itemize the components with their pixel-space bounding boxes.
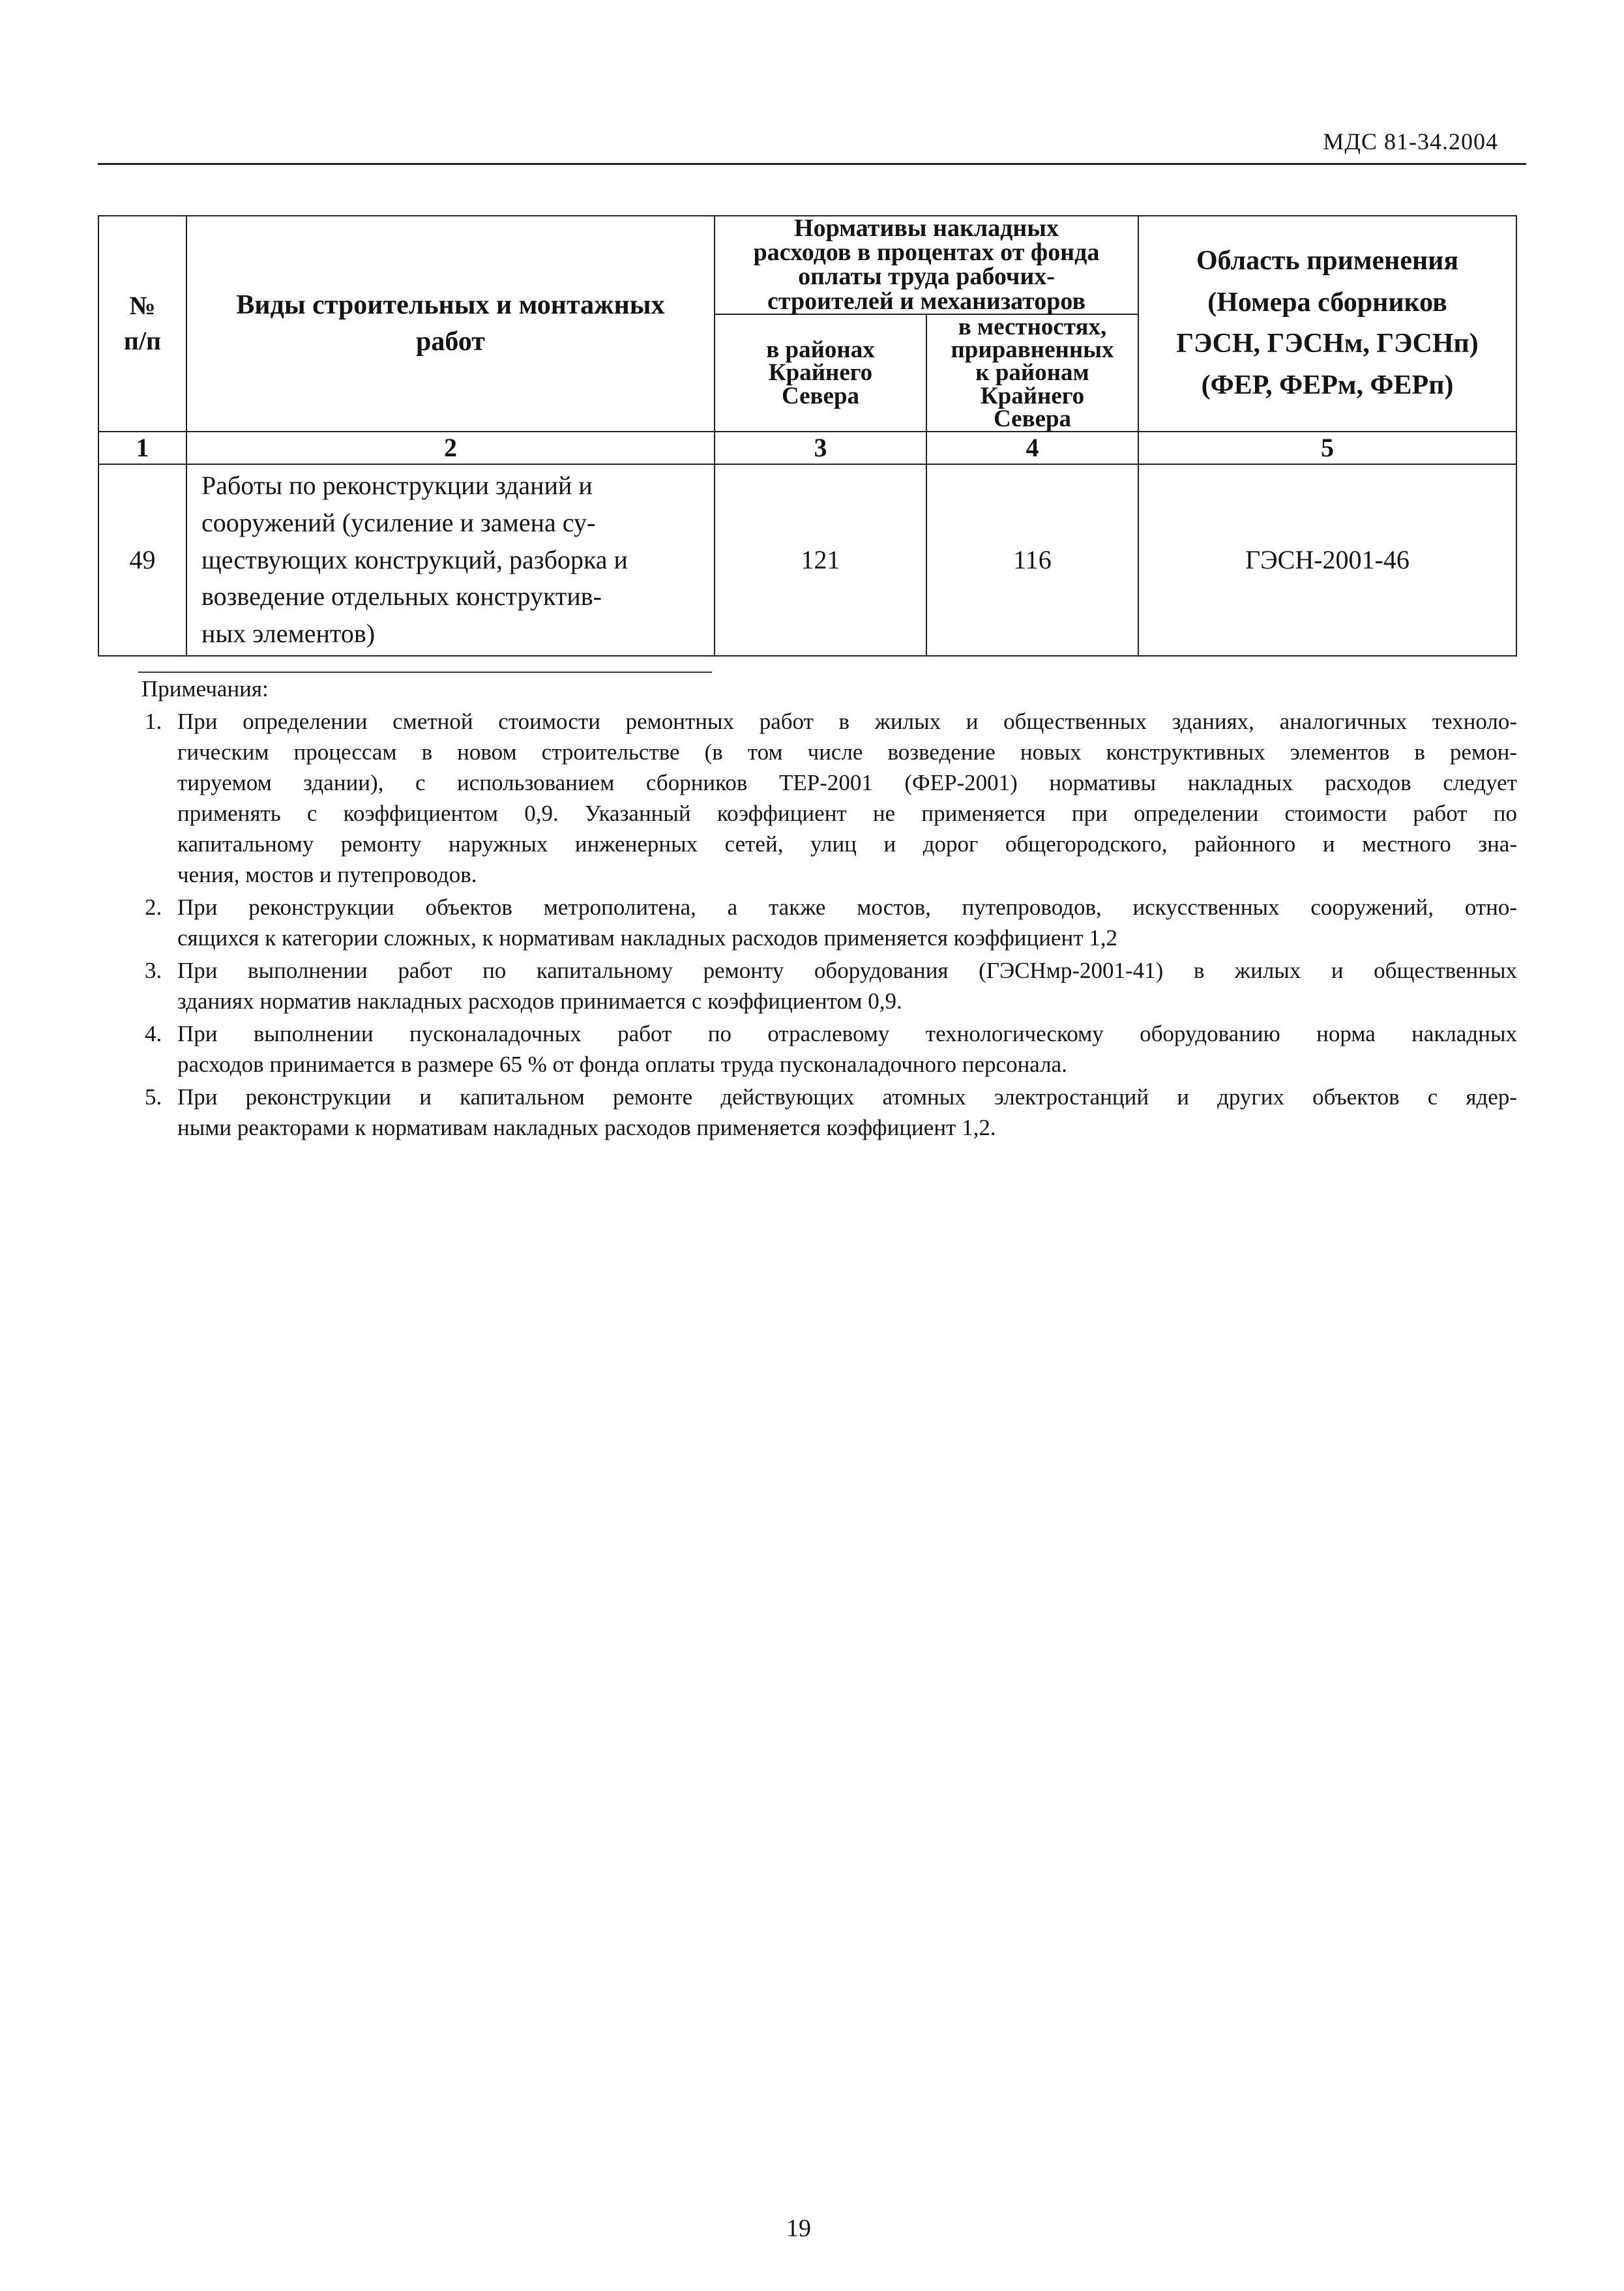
note-number: 3.: [145, 958, 162, 983]
notes-title: Примечания:: [141, 676, 269, 702]
header-far-north: в районах Крайнего Севера: [715, 314, 926, 432]
column-number: 3: [715, 432, 926, 464]
note-number: 2.: [145, 894, 162, 920]
header-divider: [98, 163, 1526, 165]
header-work-types: Виды строительных и монтажных работ: [186, 216, 715, 432]
note-number: 5.: [145, 1084, 162, 1110]
header-equivalent-areas: в местностях, приравненных к районам Крайнего Севера: [926, 314, 1138, 432]
column-number: 2: [186, 432, 715, 464]
header-number: № п/п: [98, 216, 186, 432]
page-number: 19: [786, 2215, 811, 2242]
note-item: 4. При выполнении пусконаладочных работ по отраслевому технологическому оборудованию норма накладных расходов принимается в размере 65 % от фонда оплаты труда пусконаладочного персонала.: [138, 1018, 1517, 1080]
note-item: 3. При выполнении работ по капитальному ремонту оборудования (ГЭСНмр-2001-41) в жилых и общественных зданиях норматив накладных расходов принимается с коэффициентом 0,9.: [138, 955, 1517, 1016]
note-item: 1. При определении сметной стоимости ремонтных работ в жилых и общественных зданиях, аналогичных техноло- гическим процессам в новом строительстве (в том числе возведение новых конструктивных элементов в ремон- тируемом здании), с использованием сборников ТЕР-2001 (ФЕР-2001) нормативы накладных расходов следует применять с коэффициентом 0,9. Указанный коэффициент не применяется при определении стоимости работ по капитальному ремонту наружных инженерных сетей, улиц и дорог общегородского, районного и местного зна- чения, мостов и путепроводов.: [138, 706, 1517, 890]
note-item: 5. При реконструкции и капитальном ремонте действующих атомных электростанций и других объектов с ядер- ными реакторами к нормативам накладных расходов применяется коэффициент 1,2.: [138, 1082, 1517, 1143]
table-row: [98, 464, 1516, 656]
document-code: МДС 81-34.2004: [1323, 128, 1498, 155]
row-number: 49: [98, 464, 186, 656]
note-number: 4.: [145, 1021, 162, 1046]
note-number: 1.: [145, 709, 162, 734]
column-number: 5: [1138, 432, 1516, 464]
column-number-row: [98, 432, 1516, 464]
notes-divider: [138, 672, 712, 673]
equivalent-areas-value: 116: [926, 464, 1138, 656]
note-item: 2. При реконструкции объектов метрополитена, а также мостов, путепроводов, искусственных сооружений, отно- сящихся к категории сложных, к нормативам накладных расходов применяется коэффициент 1,2: [138, 892, 1517, 953]
scope-value: ГЭСН-2001-46: [1138, 464, 1516, 656]
column-number: 1: [98, 432, 186, 464]
column-number: 4: [926, 432, 1138, 464]
header-scope: Область применения (Номера сборников ГЭСН, ГЭСНм, ГЭСНп) (ФЕР, ФЕРм, ФЕРп): [1138, 216, 1516, 432]
header-overhead-norms: Нормативы накладных расходов в процентах от фонда оплаты труда рабочих- строителей и механизаторов: [715, 216, 1138, 314]
work-description: Работы по реконструкции зданий и сооружений (усиление и замена су- ществующих конструкций, разборка и возведение отдельных конструктив- ных элементов): [186, 464, 715, 656]
far-north-value: 121: [715, 464, 926, 656]
overhead-norms-table: [98, 215, 1517, 657]
notes-list: [138, 706, 1517, 1143]
notes-section: [138, 673, 1517, 1143]
